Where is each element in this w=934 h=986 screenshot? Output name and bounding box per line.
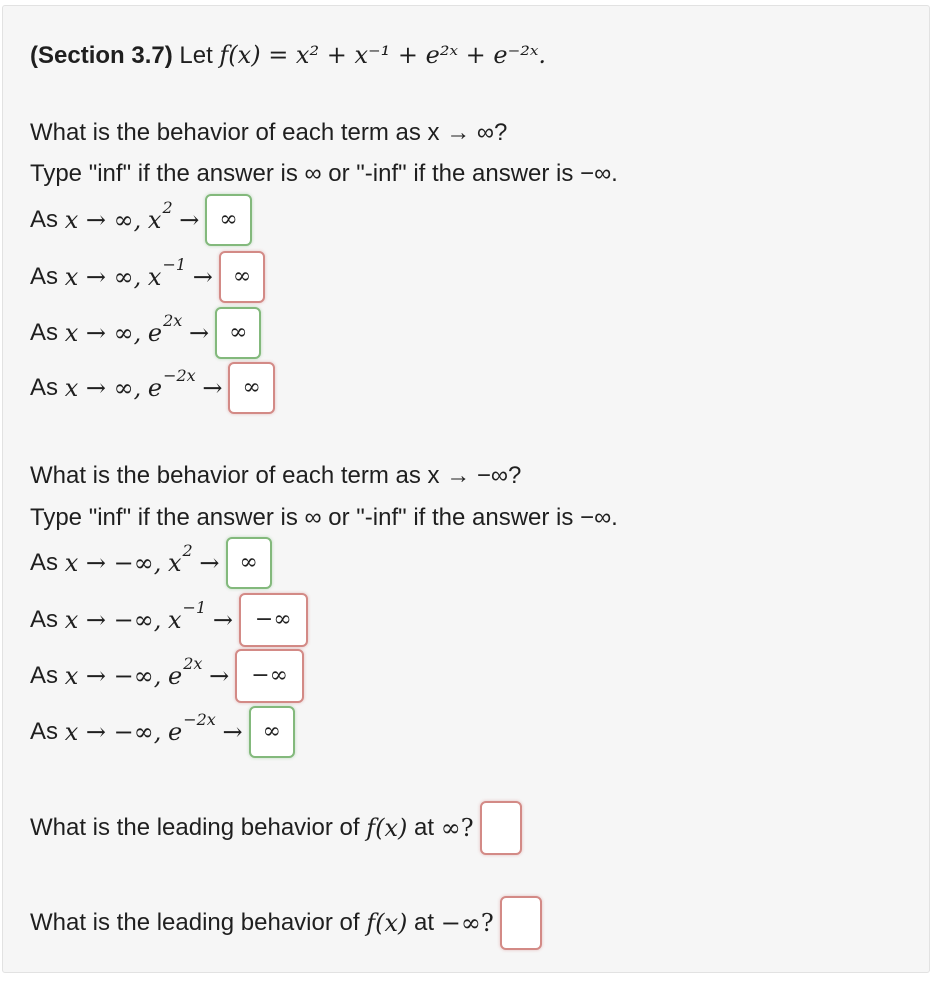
row-exponent: 2	[162, 198, 173, 217]
answer-input-pos-eneg2x[interactable]: ∞	[228, 362, 274, 414]
row-prefix: As	[30, 319, 59, 346]
answer-input-pos-x2[interactable]: ∞	[205, 194, 251, 246]
title-lead: Let	[179, 42, 213, 69]
row-term: x	[168, 549, 182, 577]
leading-neg-func: f(x)	[366, 909, 408, 937]
row-term: e	[147, 319, 163, 347]
question-panel	[2, 5, 930, 973]
row-neg-3	[30, 706, 295, 758]
row-limit: x → −∞,	[64, 662, 162, 690]
row-term: x	[147, 263, 162, 291]
row-arrow: →	[199, 549, 220, 577]
answer-input-leading-neg[interactable]	[500, 896, 542, 950]
row-exponent: −1	[162, 255, 187, 274]
leading-pos-at: at	[414, 814, 435, 841]
row-arrow: →	[209, 662, 230, 690]
row-arrow: →	[222, 718, 243, 746]
row-limit: x → −∞,	[64, 606, 162, 634]
row-prefix: As	[30, 662, 59, 689]
answer-input-neg-eneg2x[interactable]: ∞	[249, 706, 295, 758]
answer-input-leading-pos[interactable]	[480, 801, 522, 855]
row-exponent: 2x	[183, 654, 203, 673]
row-prefix: As	[30, 206, 59, 233]
instruction-pos: Type "inf" if the answer is ∞ or "-inf" if the answer is −∞.	[30, 160, 618, 187]
row-pos-2	[30, 307, 261, 359]
row-exponent: 2	[182, 541, 193, 560]
question-pos-infinity: What is the behavior of each term as x → ∞?	[30, 119, 508, 146]
answer-input-pos-e2x[interactable]: ∞	[215, 307, 261, 359]
leading-neg-point: −∞?	[440, 909, 494, 937]
question-neg-infinity: What is the behavior of each term as x → −∞?	[30, 462, 522, 489]
row-prefix: As	[30, 606, 59, 633]
row-arrow: →	[179, 206, 200, 234]
row-term: e	[147, 374, 163, 402]
row-pos-3	[30, 362, 275, 414]
row-arrow: →	[202, 374, 223, 402]
row-exponent: −2x	[183, 710, 216, 729]
instruction-neg: Type "inf" if the answer is ∞ or "-inf" if the answer is −∞.	[30, 504, 618, 531]
leading-pos-question	[30, 801, 522, 855]
row-limit: x → ∞,	[64, 374, 142, 402]
row-exponent: −2x	[163, 366, 196, 385]
leading-neg-at: at	[414, 909, 435, 936]
row-term: x	[147, 206, 162, 234]
row-prefix: As	[30, 718, 59, 745]
row-term: x	[168, 606, 182, 634]
row-limit: x → ∞,	[64, 206, 142, 234]
leading-pos-func: f(x)	[366, 814, 408, 842]
row-term: e	[168, 662, 183, 690]
answer-input-pos-xinv[interactable]: ∞	[219, 251, 265, 303]
row-exponent: −1	[182, 598, 207, 617]
row-neg-2	[30, 649, 304, 703]
leading-pos-text: What is the leading behavior of	[30, 814, 360, 841]
answer-input-neg-x2[interactable]: ∞	[226, 537, 272, 589]
row-prefix: As	[30, 263, 59, 290]
answer-input-neg-xinv[interactable]: −∞	[239, 593, 308, 647]
row-exponent: 2x	[163, 311, 183, 330]
row-neg-0	[30, 537, 272, 589]
row-pos-0	[30, 194, 252, 246]
section-label: (Section 3.7)	[30, 42, 173, 69]
row-prefix: As	[30, 549, 59, 576]
row-arrow: →	[192, 263, 213, 291]
problem-title	[30, 40, 546, 71]
row-limit: x → −∞,	[64, 549, 162, 577]
row-prefix: As	[30, 374, 59, 401]
row-term: e	[168, 718, 183, 746]
row-limit: x → −∞,	[64, 718, 162, 746]
row-neg-1	[30, 593, 308, 647]
answer-input-neg-e2x[interactable]: −∞	[235, 649, 304, 703]
row-limit: x → ∞,	[64, 263, 142, 291]
row-arrow: →	[212, 606, 233, 634]
row-limit: x → ∞,	[64, 319, 142, 347]
row-pos-1	[30, 251, 265, 303]
function-definition: f(x) = x² + x⁻¹ + e²ˣ + e⁻²ˣ.	[219, 41, 546, 69]
leading-neg-text: What is the leading behavior of	[30, 909, 360, 936]
leading-pos-point: ∞?	[440, 814, 474, 842]
leading-neg-question	[30, 896, 542, 950]
row-arrow: →	[188, 319, 210, 347]
